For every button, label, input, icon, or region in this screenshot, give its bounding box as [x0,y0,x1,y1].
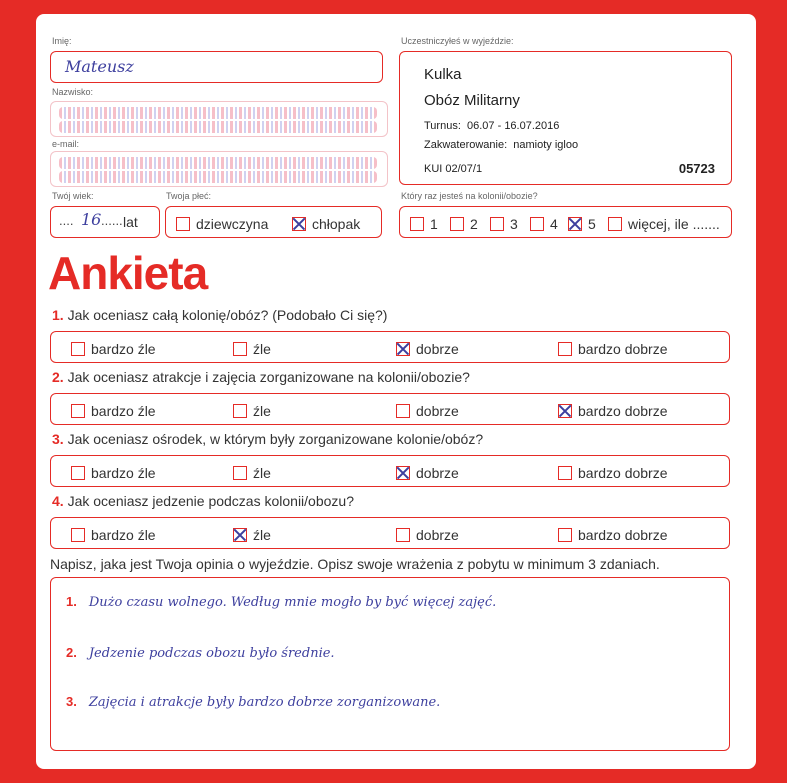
age-label: Twój wiek: [52,191,94,201]
name-label: Imię: [52,36,72,46]
surname-label: Nazwisko: [52,87,94,97]
q4-option-very-good[interactable]: bardzo dobrze [558,526,668,543]
times-option-1[interactable]: 1 [410,215,438,232]
camp-accommodation [424,139,578,151]
times-checkbox-more[interactable] [608,217,622,231]
gender-label: Twoja płeć: [166,191,212,201]
gender-option-girl[interactable]: dziewczyna [176,215,268,232]
q3-option-very-bad[interactable]: bardzo źle [71,464,156,481]
q4-checkbox-very-good[interactable] [558,528,572,542]
age-value: 16 [81,210,102,229]
q2-checkbox-good[interactable] [396,404,410,418]
times-checkbox-2[interactable] [450,217,464,231]
q3-checkbox-good[interactable] [396,466,410,480]
camp-code: KUI 02/07/1 [424,163,483,175]
camp-info-box [399,51,732,185]
gender-field [165,206,382,238]
age-unit: lat [123,214,138,230]
q3-checkbox-bad[interactable] [233,466,247,480]
times-field [399,206,732,238]
q1-checkbox-very-good[interactable] [558,342,572,356]
redacted-surname [59,107,377,119]
opinion-line-1: 1. Dużo czasu wolnego. Według mnie mogło by być więcej zajęć. [66,594,497,610]
age-field[interactable] [50,206,160,238]
question-1: 1. Jak oceniasz całą kolonię/obóz? (Podobało Ci się?) [52,307,388,323]
turnus-value: 06.07 - 16.07.2016 [467,120,560,132]
question-2: 2. Jak oceniasz atrakcje i zajęcia zorganizowane na kolonii/obozie? [52,369,470,385]
redacted-email-2 [59,171,377,183]
name-field[interactable] [50,51,383,83]
q2-option-good[interactable]: dobrze [396,402,459,419]
accommodation-value: namioty igloo [513,139,579,151]
q4-option-bad[interactable]: źle [233,526,271,543]
q1-checkbox-very-bad[interactable] [71,342,85,356]
q2-option-very-bad[interactable]: bardzo źle [71,402,156,419]
camp-turnus [424,120,559,132]
q2-option-bad[interactable]: źle [233,402,271,419]
camp-name: Obóz Militarny [424,92,520,109]
gender-checkbox-girl[interactable] [176,217,190,231]
q2-checkbox-bad[interactable] [233,404,247,418]
redacted-email [59,157,377,169]
question-3: 3. Jak oceniasz ośrodek, w którym były zorganizowane kolonie/obóz? [52,431,484,447]
q2-option-very-good[interactable]: bardzo dobrze [558,402,668,419]
q1-checkbox-bad[interactable] [233,342,247,356]
surname-field[interactable] [50,101,388,137]
q1-option-very-good[interactable]: bardzo dobrze [558,340,668,357]
turnus-label: Turnus: [424,120,461,132]
answer-row-1 [50,331,730,363]
q3-checkbox-very-good[interactable] [558,466,572,480]
opinion-line-2: 2. Jedzenie podczas obozu było średnie. [66,645,335,661]
q1-checkbox-good[interactable] [396,342,410,356]
times-option-more[interactable]: więcej, ile ....... [608,215,720,232]
answer-row-4 [50,517,730,549]
q4-checkbox-good[interactable] [396,528,410,542]
q4-checkbox-bad[interactable] [233,528,247,542]
age-dots-left: .... [59,213,74,228]
redacted-surname-2 [59,121,377,133]
q3-option-good[interactable]: dobrze [396,464,459,481]
name-value: Mateusz [65,57,134,76]
times-checkbox-4[interactable] [530,217,544,231]
gender-checkbox-boy[interactable] [292,217,306,231]
q2-checkbox-very-bad[interactable] [71,404,85,418]
times-checkbox-1[interactable] [410,217,424,231]
times-checkbox-5[interactable] [568,217,582,231]
q2-checkbox-very-good[interactable] [558,404,572,418]
times-option-4[interactable]: 4 [530,215,558,232]
page-title: Ankieta [48,247,208,299]
times-option-3[interactable]: 3 [490,215,518,232]
q1-option-very-bad[interactable]: bardzo źle [71,340,156,357]
answer-row-3 [50,455,730,487]
gender-option-boy[interactable]: chłopak [292,215,360,232]
times-checkbox-3[interactable] [490,217,504,231]
q1-option-good[interactable]: dobrze [396,340,459,357]
q4-option-very-bad[interactable]: bardzo źle [71,526,156,543]
q4-checkbox-very-bad[interactable] [71,528,85,542]
participant-label: Uczestniczyłeś w wyjeździe: [401,36,514,46]
accommodation-label: Zakwaterowanie: [424,139,508,151]
q3-checkbox-very-bad[interactable] [71,466,85,480]
opinion-line-3: 3. Zajęcia i atrakcje były bardzo dobrze zorganizowane. [66,694,441,710]
q4-option-good[interactable]: dobrze [396,526,459,543]
question-4: 4. Jak oceniasz jedzenie podczas kolonii/obozu? [52,493,354,509]
email-label: e-mail: [52,139,80,149]
age-dots-right: ...... [101,213,123,228]
opinion-prompt: Napisz, jaka jest Twoja opinia o wyjeździe. Opisz swoje wrażenia z pobytu w minimum 3 zdaniach. [50,556,660,572]
times-label: Który raz jesteś na kolonii/obozie? [401,191,538,201]
answer-row-2 [50,393,730,425]
camp-number: 05723 [678,161,715,176]
q3-option-bad[interactable]: źle [233,464,271,481]
email-field[interactable] [50,151,388,187]
camp-org: Kulka [424,66,462,83]
q1-option-bad[interactable]: źle [233,340,271,357]
q3-option-very-good[interactable]: bardzo dobrze [558,464,668,481]
times-option-2[interactable]: 2 [450,215,478,232]
times-option-5[interactable]: 5 [568,215,596,232]
